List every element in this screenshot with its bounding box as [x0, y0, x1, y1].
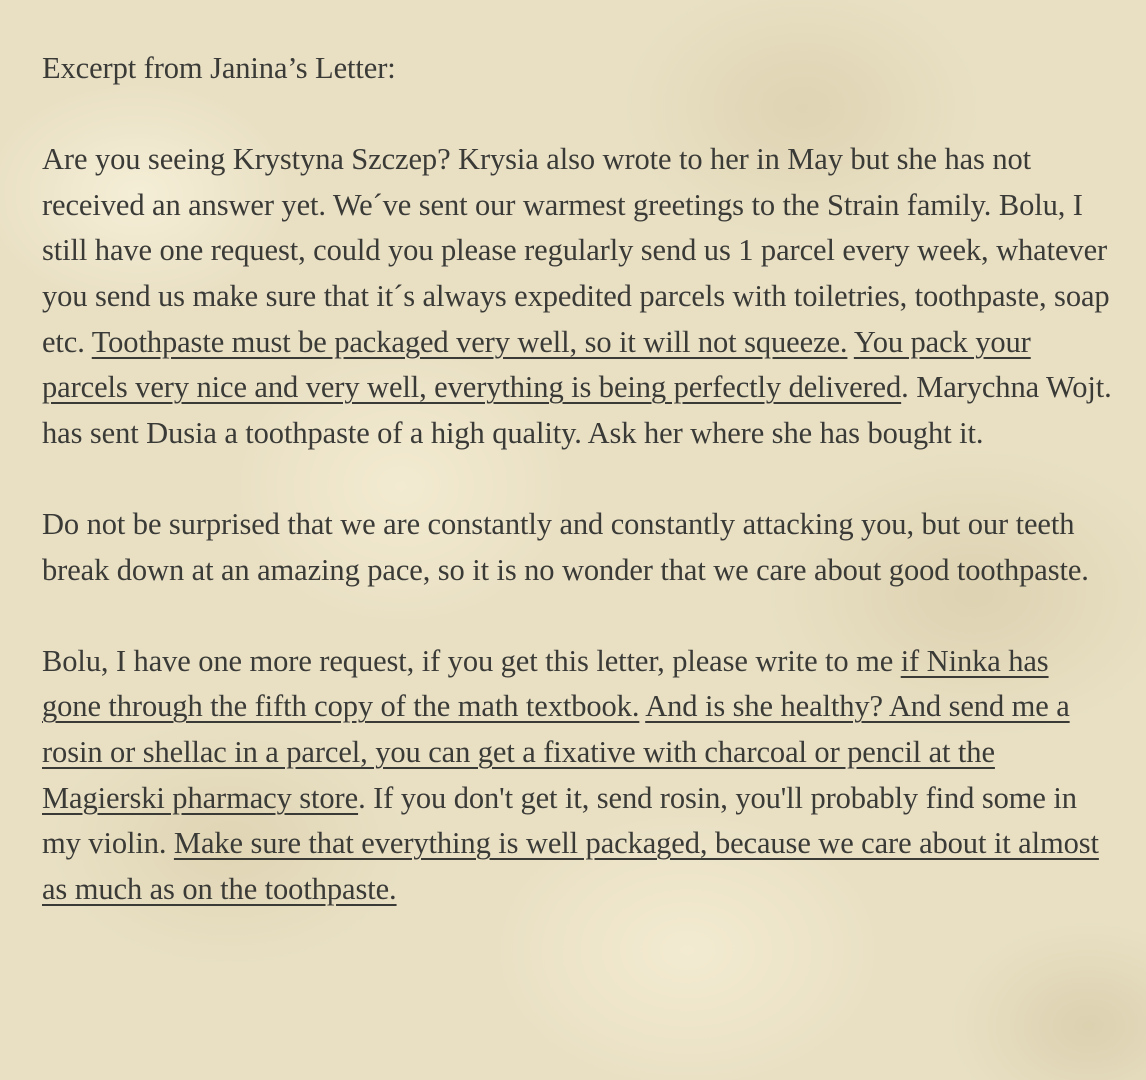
letter-excerpt [42, 46, 1112, 912]
paragraph-3-text-c: . If you don't get it, send rosin, you'll probably find some in my violin. [42, 780, 1077, 861]
paragraph-3 [42, 639, 1112, 913]
paragraph-1 [42, 137, 1112, 456]
paragraph-3-text-a: Bolu, I have one more request, if you get this letter, please write to me [42, 643, 901, 678]
paragraph-1-underlined-b: You pack your parcels very nice and very well, everything is being perfectly delivered [42, 324, 1031, 405]
paragraph-1-underlined-a: Toothpaste must be packaged very well, so it will not squeeze. [91, 324, 848, 359]
paragraph-3-underlined-a: if Ninka has gone through the fifth copy of the math textbook. [42, 643, 1049, 724]
paragraph-spacer [42, 92, 1112, 138]
letter-title: Excerpt from Janina’s Letter: [42, 51, 396, 85]
paragraph-spacer [42, 593, 1112, 639]
paragraph-1-text-a: Are you seeing Krystyna Szczep? Krysia also wrote to her in May but she has not received an answer yet. We´ve sent our warmest greetings to the Strain family. Bolu, I still have one request, could you please regularly send us 1 parcel every week, whatever you send us make sure that it´s always expedited parcels with toiletries, toothpaste, soap etc. [42, 142, 1110, 359]
paragraph-3-underlined-b: And is she healthy? And send me a rosin or shellac in a parcel, you can get a fixative with charcoal or pencil at the Magierski pharmacy store [42, 689, 1070, 815]
paragraph-2-text: Do not be surprised that we are constantly and constantly attacking you, but our teeth break down at an amazing pace, so it is no wonder that we care about good toothpaste. [42, 506, 1089, 587]
paragraph-3-underlined-c: Make sure that everything is well packaged, because we care about it almost as much as on the toothpaste. [42, 826, 1099, 906]
paragraph-1-text-c: . Marychna Wojt. has sent Dusia a toothpaste of a high quality. Ask her where she has bought it. [42, 370, 1112, 450]
paragraph-2 [42, 502, 1112, 593]
paragraph-spacer [42, 456, 1112, 502]
